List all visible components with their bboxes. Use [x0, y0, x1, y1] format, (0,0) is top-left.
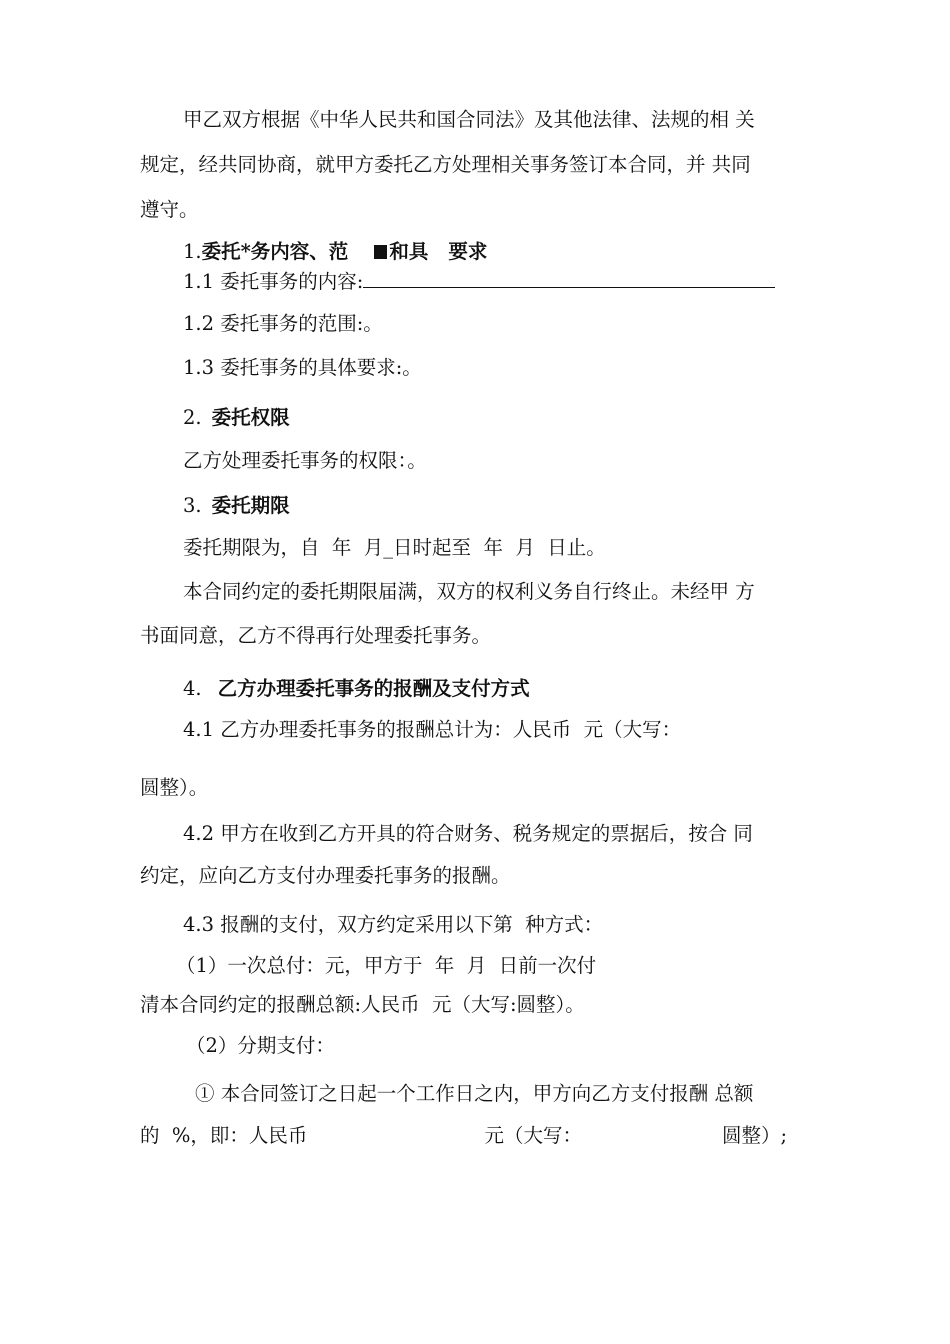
- section-1-heading: [183, 240, 487, 264]
- section-3-body-2a: 本合同约定的委托期限届满，双方的权利义务自行终止。未经甲 方: [183, 580, 755, 603]
- option-2: （2）分期支付：: [186, 1034, 335, 1057]
- item-4-1-b: 圆整）。: [140, 776, 209, 799]
- section-1-title-part-3: 要求: [448, 240, 488, 263]
- item-4-1-a: 4.1 乙方办理委托事务的报酬总计为：人民币 元（大写：: [183, 718, 682, 741]
- item-4-2-a: 4.2 甲方在收到乙方开具的符合财务、税务规定的票据后，按合 同: [183, 822, 753, 845]
- section-1-title-part-1: 委托*务内容、范: [201, 240, 349, 263]
- installment-amount-text: 元（大写：: [484, 1124, 582, 1147]
- section-2-number: 2.: [183, 406, 202, 429]
- item-1-2: 1.2 委托事务的范围:。: [183, 312, 383, 335]
- section-2-body: 乙方处理委托事务的权限：。: [183, 449, 427, 472]
- section-2-title: 委托权限: [211, 406, 290, 429]
- option-1-a: （1）一次总付：元，甲方于 年 月 日前一次付: [176, 954, 597, 977]
- section-2-heading: [183, 406, 290, 430]
- installment-1-b: [140, 1124, 787, 1148]
- section-1-number: 1.: [183, 240, 202, 263]
- section-4-number: 4.: [183, 677, 202, 700]
- section-3-body-1: 委托期限为，自 年 月_日时起至 年 月 日止。: [183, 536, 606, 559]
- installment-1-a: ① 本合同签订之日起一个工作日之内，甲方向乙方支付报酬 总额: [195, 1082, 754, 1105]
- item-1-1: [183, 270, 775, 294]
- section-3-number: 3.: [183, 494, 202, 517]
- item-4-3: 4.3 报酬的支付，双方约定采用以下第 种方式：: [183, 913, 604, 936]
- section-4-title: 乙方办理委托事务的报酬及支付方式: [217, 677, 530, 700]
- intro-line-2: 规定，经共同协商，就甲方委托乙方处理相关事务签订本合同，并 共同: [140, 153, 751, 176]
- section-3-title: 委托期限: [211, 494, 290, 517]
- section-4-heading: [183, 677, 530, 701]
- item-4-2-b: 约定，应向乙方支付办理委托事务的报酬。: [140, 864, 511, 887]
- intro-line-3: 遵守。: [140, 198, 199, 221]
- section-3-heading: [183, 494, 290, 518]
- item-1-1-label: 1.1 委托事务的内容:: [183, 270, 364, 293]
- blank-underline: [363, 271, 775, 288]
- redaction-block: [374, 245, 387, 259]
- section-3-body-2b: 书面同意，乙方不得再行处理委托事务。: [140, 624, 492, 647]
- section-1-title-part-2: 和具: [389, 240, 429, 263]
- option-1-b: 清本合同约定的报酬总额:人民币 元（大写:圆整）。: [140, 993, 585, 1016]
- installment-close-text: 圆整）;: [721, 1124, 788, 1147]
- item-1-3: 1.3 委托事务的具体要求:。: [183, 356, 422, 379]
- intro-line-1: 甲乙双方根据《中华人民共和国合同法》及其他法律、法规的相 关: [183, 108, 755, 131]
- installment-percent-text: 的 %，即：人民币: [140, 1124, 308, 1147]
